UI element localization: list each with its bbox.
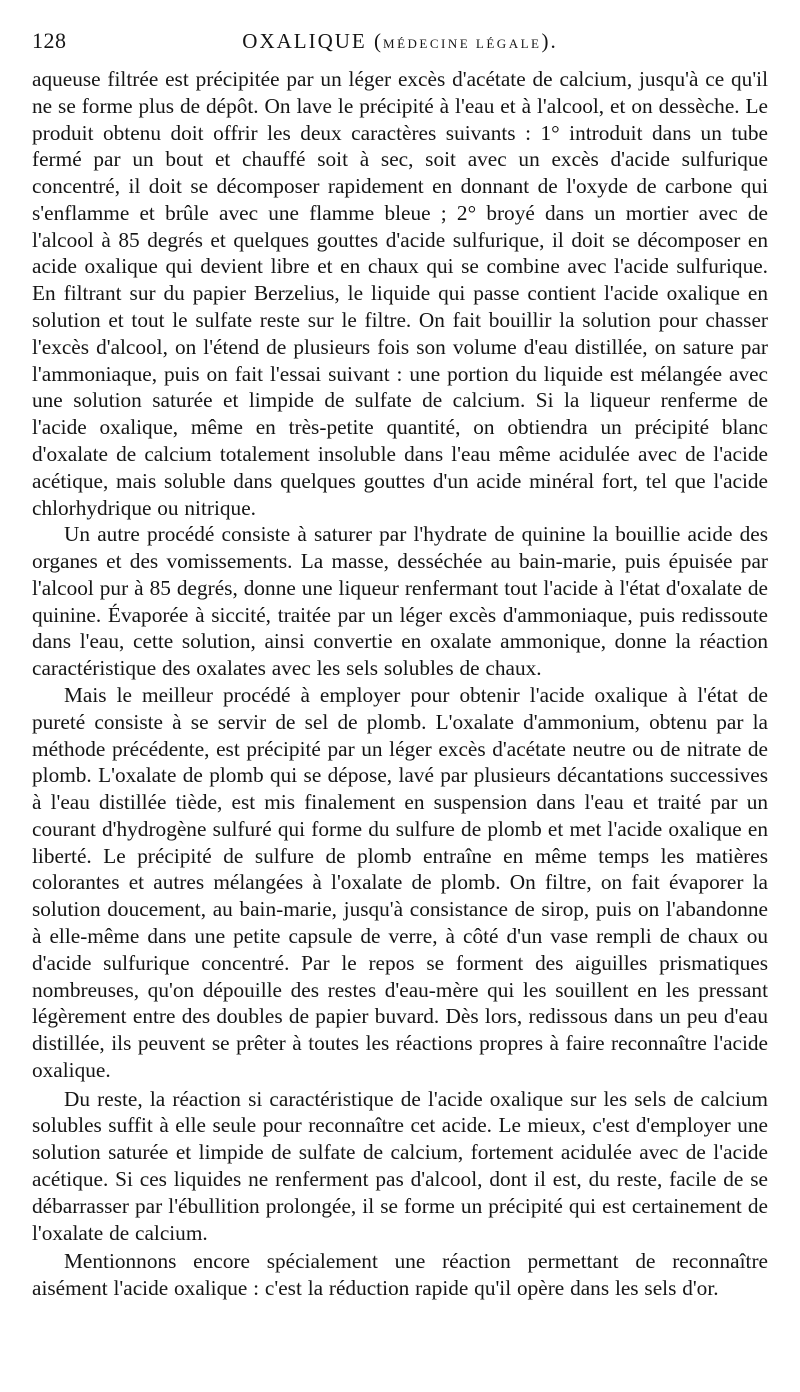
running-head xyxy=(32,22,768,66)
book-page xyxy=(32,22,768,1372)
running-title-subject: MÉDECINE LÉGALE xyxy=(383,36,542,51)
page-number: 128 xyxy=(32,28,67,53)
paragraph-calcium-reaction: Du reste, la réaction si caractéristique de l'acide oxalique sur les sels de calcium solubles suffit à elle seule pour reconnaître cet acide. Le mieux, c'est d'employer une solution saturée et limpide de sulfate de calcium, fortement acidulée avec de l'acide acétique. Si ces liquides ne renferment pas d'alcool, dont il est, du reste, facile de se débarrasser par l'ébullition prolongée, il se forme un précipité qui est certainement de l'oxalate de calcium. xyxy=(32,1086,768,1245)
paragraph-lead-salt-method: Mais le meilleur procédé à employer pour obtenir l'acide oxalique à l'état de pureté consiste à se servir de sel de plomb. L'oxalate d'ammonium, obtenu par la méthode précédente, est précipité par un léger excès d'acétate neutre ou de nitrate de plomb. L'oxalate de plomb qui se dépose, lavé par plusieurs décantations successives à l'eau distillée tiède, est mis finalement en suspension dans l'eau et traité par un courant d'hydrogène sulfuré qui forme du sulfure de plomb et met l'acide oxalique en liberté. Le précipité de sulfure de plomb entraîne en même temps les matières colorantes et autres mélangées à l'oxalate de plomb. On filtre, on fait évaporer la solution doucement, au bain-marie, jusqu'à consistance de sirop, puis on l'abandonne à elle-même dans une petite capsule de verre, à côté d'un vase rempli de chaux ou d'acide sulfurique concentré. Par le repos se forment des aiguilles prismatiques nombreuses, qu'on dépouille des restes d'eau-mère qui les souillent en les pressant légèrement entre des doubles de papier buvard. Dès lors, redissous dans un peu d'eau distillée, ils peuvent se prêter à toutes les réactions propres à faire reconnaître l'acide oxalique. xyxy=(32,682,768,1082)
paragraph-continued: aqueuse filtrée est précipitée par un léger excès d'acétate de calcium, jusqu'à ce qu'il ne se forme plus de dépôt. On lave le précipité à l'eau et à l'alcool, et on dessèche. Le produit obtenu doit offrir les deux caractères suivants : 1° introduit dans un tube fermé par un bout et chauffé soit à sec, soit avec un excès d'acide sulfurique concentré, il doit se décomposer rapidement en donnant de l'oxyde de carbone qui s'enflamme et brûle avec une flamme bleue ; 2° broyé dans un mortier avec de l'alcool à 85 degrés et quelques gouttes d'acide sulfurique, il doit se décomposer en acide oxalique qui devient libre et en chaux qui se combine avec l'acide sulfurique. En filtrant sur du papier Berzelius, le liquide qui passe contient l'acide oxalique en solution et tout le sulfate reste sur le filtre. On fait bouillir la solution pour chasser l'excès d'alcool, on l'étend de plusieurs fois son volume d'eau distillée, on sature par l'ammoniaque, puis on fait l'essai suivant : une portion du liquide est mélangée avec une solution saturée et limpide de sulfate de calcium. Si la liqueur renferme de l'acide oxalique, même en très-petite quantité, on obtiendra un précipité blanc d'oxalate de calcium totalement insoluble dans l'eau même acidulée avec de l'acide acétique, mais soluble dans quelques gouttes d'un acide minéral fort, tel que l'acide chlorhydrique ou nitrique. xyxy=(32,67,768,520)
running-title xyxy=(32,28,768,57)
running-title-main: OXALIQUE ( xyxy=(242,29,384,53)
body-text xyxy=(32,66,768,1302)
running-title-end: ). xyxy=(541,29,558,53)
paragraph-gold-reduction: Mentionnons encore spécialement une réaction permettant de reconnaître aisément l'acide oxalique : c'est la réduction rapide qu'il opère dans les sels d'or. xyxy=(32,1249,768,1301)
paragraph-quinine-method: Un autre procédé consiste à saturer par l'hydrate de quinine la bouillie acide des organes et des vomissements. La masse, desséchée au bain-marie, puis épuisée par l'alcool pur à 85 degrés, donne une liqueur renfermant tout l'acide à l'état d'oxalate de quinine. Évaporée à siccité, traitée par un léger excès d'ammoniaque, puis redissoute dans l'eau, cette solution, ainsi convertie en oxalate ammonique, donne la réaction caractéristique des oxalates avec les sels solubles de chaux. xyxy=(32,522,768,681)
